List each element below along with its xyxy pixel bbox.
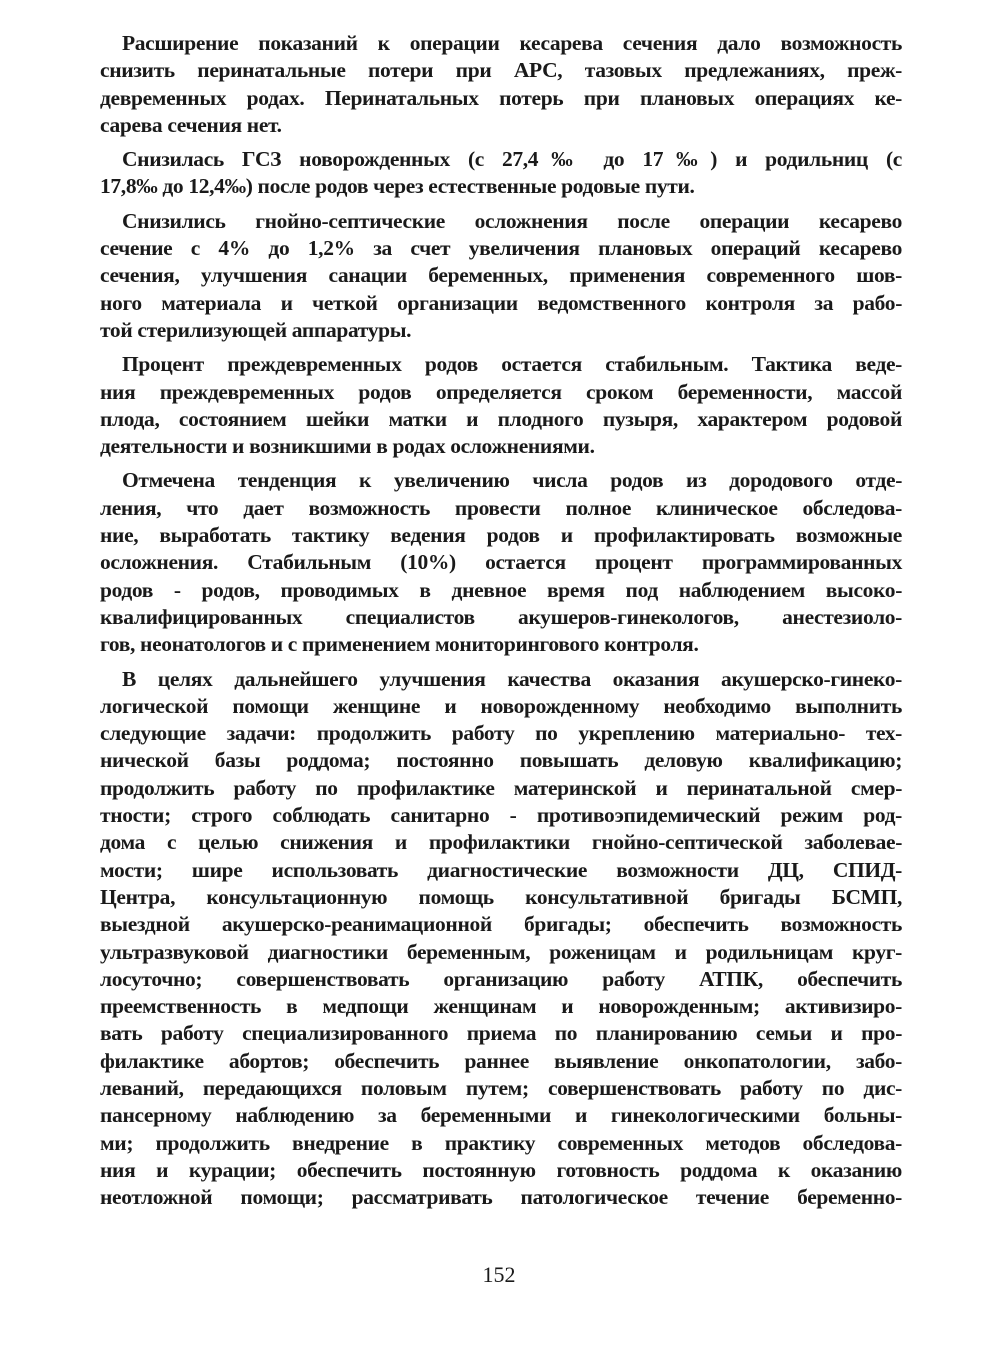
paragraph (100, 351, 902, 460)
text-line: следующие задачи: продолжить работу по укреплению материально- тех- (100, 721, 902, 746)
text-line: деятельности и возникшими в родах осложнениями. (100, 434, 595, 459)
text-line: 17,8‰ до 12,4‰) после родов через естественные родовые пути. (100, 174, 695, 199)
paragraph-gap (100, 201, 902, 208)
paragraph (100, 30, 902, 139)
text-line: Снизились гнойно-септические осложнения после операции кесарево (122, 208, 902, 233)
text-line: Процент преждевременных родов остается стабильным. Тактика веде- (122, 352, 902, 377)
body-text (100, 30, 902, 1211)
text-line: филактике абортов; обеспечить раннее выявление онкопатологии, забо- (100, 1048, 902, 1073)
paragraph-gap (100, 344, 902, 351)
text-line: продолжить работу по профилактике материнской и перинатальной смер- (100, 775, 902, 800)
text-line: лосуточно; совершенствовать организацию работу АТПК, обеспечить (100, 966, 902, 991)
text-line: ния и курации; обеспечить постоянную готовность роддома к оказанию (100, 1157, 902, 1182)
text-line: преемственность в медпощи женщинам и новорожденным; активизиро- (100, 994, 902, 1019)
text-line: мости; шире использовать диагностические возможности ДЦ, СПИД- (100, 857, 902, 882)
text-line: Снизилась ГСЗ новорожденных (с 27,4‰ до 17‰) и родильниц (с (122, 147, 902, 172)
paragraph (100, 666, 902, 1212)
text-line: ления, что дает возможность провести полное клиническое обследова- (100, 495, 902, 520)
paragraph (100, 467, 902, 658)
text-line: плода, состоянием шейки матки и плодного пузыря, характером родовой (100, 406, 902, 431)
text-line: ние, выработать тактику ведения родов и профилактировать возможные (100, 523, 902, 548)
text-line: Отмечена тенденция к увеличению числа родов из дородового отде- (122, 468, 902, 493)
text-line: осложнения. Стабильным (10%) остается процент программированных (100, 550, 902, 575)
paragraph-gap (100, 460, 902, 467)
text-line: гов, неонатологов и с применением мониторингового контроля. (100, 632, 699, 657)
text-line: той стерилизующей аппаратуры. (100, 317, 412, 342)
text-line: вать работу специализированного приема по планированию семьи и про- (100, 1021, 902, 1046)
text-line: дома с целью снижения и профилактики гнойно-септической заболевае- (100, 830, 902, 855)
text-line: леваний, передающихся половым путем; совершенствовать работу по дис- (100, 1075, 902, 1100)
paragraph (100, 146, 902, 201)
text-line: сечение с 4% до 1,2% за счет увеличения плановых операций кесарево (100, 236, 902, 261)
text-line: ного материала и четкой организации ведомственного контроля за рабо- (100, 290, 902, 315)
text-line: девременных родах. Перинатальных потерь при плановых операциях ке- (100, 85, 902, 110)
paragraph-gap (100, 139, 902, 146)
text-line: ультразвуковой диагностики беременным, роженицам и родильницам круг- (100, 939, 902, 964)
text-line: В целях дальнейшего улучшения качества оказания акушерско-гинеко- (122, 666, 902, 691)
text-line: сечения, улучшения санации беременных, применения современного шов- (100, 263, 902, 288)
paragraph (100, 208, 902, 344)
text-line: родов - родов, проводимых в дневное время под наблюдением высоко- (100, 577, 902, 602)
text-line: Центра, консультационную помощь консультативной бригады БСМП, (100, 884, 902, 909)
text-line: неотложной помощи; рассматривать патологическое течение беременно- (100, 1185, 902, 1210)
text-line: выездной акушерско-реанимационной бригады; обеспечить возможность (100, 912, 902, 937)
text-line: снизить перинатальные потери при АРС, тазовых предлежаниях, преж- (100, 58, 902, 83)
text-line: ми; продолжить внедрение в практику современных методов обследова- (100, 1130, 902, 1155)
text-line: квалифицированных специалистов акушеров-гинекологов, анестезиоло- (100, 604, 902, 629)
page-number: 152 (482, 1262, 516, 1287)
text-line: ния преждевременных родов определяется сроком беременности, массой (100, 379, 902, 404)
text-line: нической базы роддома; постоянно повышать деловую квалификацию; (100, 748, 902, 773)
text-line: логической помощи женщине и новорожденному необходимо выполнить (100, 693, 902, 718)
text-line: сарева сечения нет. (100, 112, 282, 137)
text-line: пансерному наблюдению за беременными и гинекологическими больны- (100, 1103, 902, 1128)
paragraph-gap (100, 659, 902, 666)
text-line: Расширение показаний к операции кесарева сечения дало возможность (122, 31, 902, 55)
text-line: тности; строго соблюдать санитарно - противоэпидемический режим род- (100, 803, 902, 828)
